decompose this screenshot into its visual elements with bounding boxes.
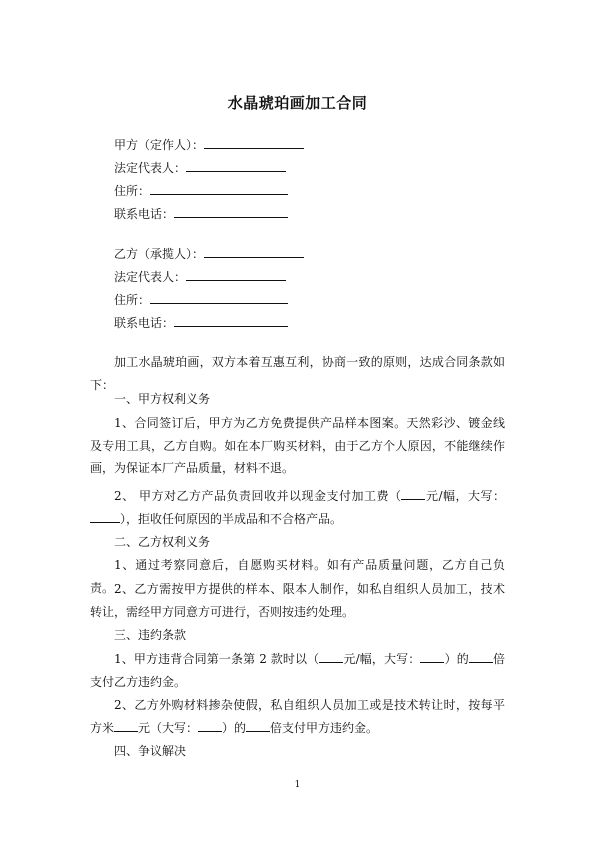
party-b-rep-line — [114, 269, 286, 285]
section1-paragraph-1: 1、合同签订后，甲方为乙方免费提供产品样本图案。天然彩沙、镀金线及专用工具，乙方自购。如在本厂购买材料，由于乙方个人原因，不能继续作画，为保证本厂产品质量，材料不退。 — [90, 416, 505, 475]
section3-p2-text-d: 倍支付甲方违约金。 — [270, 720, 379, 735]
section3-p2-text-c: ）的 — [222, 720, 247, 735]
party-a-rep-line — [114, 160, 286, 176]
party-b-phone-blank — [174, 315, 288, 327]
section3-paragraph-1 — [90, 648, 505, 693]
party-b-phone-line — [114, 315, 288, 331]
section2-paragraph-1: 1、通过考察同意后，自愿购买材料。如有产品质量问题，乙方自己负责。 — [90, 558, 505, 595]
section1-heading: 一、甲方权利义务 — [114, 392, 211, 406]
penalty-a-multiple-blank — [469, 651, 493, 663]
section4-heading: 四、争议解决 — [114, 744, 187, 758]
section3-p1-text-a: 1、甲方违背合同第一条第 2 款时以（ — [114, 652, 320, 666]
penalty-a-amount-blank — [319, 651, 343, 663]
party-a-address-label: 住所： — [114, 184, 151, 198]
section2-paragraph-2: 2、乙方需按甲方提供的样本、限本人制作，如私自组织人员加工，技术转让，需经甲方同意方可进行，否则按违约处理。 — [90, 582, 505, 619]
section3-paragraph-2 — [90, 694, 505, 739]
section3-p2-text-a: 2、乙方外购材料掺杂使假，私自组织人员加工或是技术转让时，按每平方米 — [90, 698, 505, 735]
section3-p1-text-c: ）的 — [444, 652, 469, 666]
party-a-phone-line — [114, 206, 288, 222]
penalty-b-uppercase-blank — [198, 720, 222, 732]
party-b-phone-label: 联系电话： — [114, 316, 175, 330]
section3-p1-text-d: 倍支付乙方违约金。 — [90, 652, 505, 689]
party-b-rep-blank — [186, 269, 286, 281]
party-a-rep-blank — [186, 160, 286, 172]
section1-paragraph-2 — [90, 485, 505, 530]
section1-p2-text-c: ），拒收任何原因的半成品和不合格产品。 — [120, 511, 343, 526]
section3-p2-text-b: 元（大写： — [138, 720, 199, 735]
party-b-address-line — [114, 292, 288, 308]
party-a-name-blank — [204, 137, 304, 149]
section3-heading: 三、违约条款 — [114, 628, 187, 642]
party-a-name-line — [114, 137, 304, 153]
fee-uppercase-blank — [90, 511, 120, 523]
document-title: 水晶琥珀画加工合同 — [227, 94, 368, 112]
party-a-phone-blank — [174, 206, 288, 218]
section1-p2-text-b: 元/幅，大写： — [425, 489, 505, 503]
party-a-rep-label: 法定代表人： — [114, 161, 187, 175]
section3-p1-text-b: 元/幅，大写： — [343, 652, 421, 666]
penalty-a-uppercase-blank — [420, 651, 444, 663]
party-a-address-line — [114, 183, 288, 199]
intro-paragraph: 加工水晶琥珀画，双方本着互惠互利，协商一致的原则，达成合同条款如下： — [90, 355, 505, 392]
party-a-phone-label: 联系电话： — [114, 207, 175, 221]
party-b-rep-label: 法定代表人： — [114, 270, 187, 284]
section1-p2-text-a: 2、 甲方对乙方产品负责回收并以现金支付加工费（ — [114, 489, 402, 503]
party-a-name-label: 甲方（定作人）： — [114, 138, 205, 152]
page-number: 1 — [294, 780, 301, 790]
party-b-name-label: 乙方（承揽人）： — [114, 247, 205, 261]
party-b-name-line — [114, 246, 304, 262]
penalty-b-amount-blank — [114, 720, 138, 732]
section2-heading: 二、乙方权利义务 — [114, 535, 211, 549]
party-b-name-blank — [204, 246, 304, 258]
party-a-address-blank — [150, 183, 288, 195]
party-b-address-label: 住所： — [114, 293, 151, 307]
fee-amount-blank — [401, 488, 425, 500]
party-b-address-blank — [150, 292, 288, 304]
penalty-b-multiple-blank — [246, 720, 270, 732]
